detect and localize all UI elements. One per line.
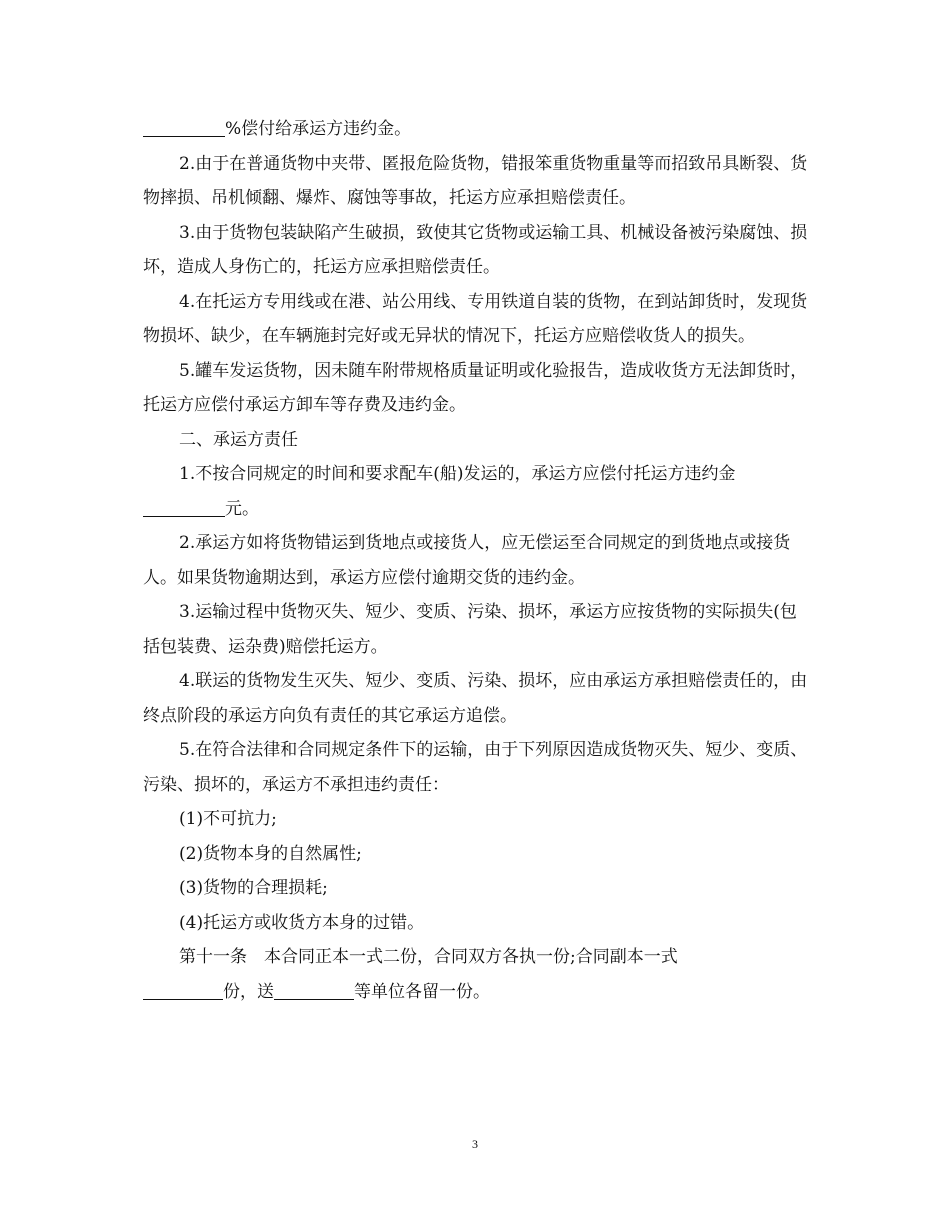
blank-line	[143, 977, 223, 1000]
paragraph: 4.联运的货物发生灭失、短少、变质、污染、损坏，应由承运方承担赔偿责任的，由终点阶段的承运方向负有责任的其它承运方追偿。	[143, 671, 808, 726]
list-item: (2)货物本身的自然属性;	[179, 843, 362, 864]
paragraph-text: 第十一条 本合同正本一式二份，合同双方各执一份;合同副本一式	[179, 947, 678, 967]
blank-line	[143, 494, 225, 517]
paragraph	[143, 457, 808, 526]
document-body	[143, 112, 808, 1009]
paragraph: 5.在符合法律和合同规定条件下的运输，由于下列原因造成货物灭失、短少、变质、污染、损坏的，承运方不承担违约责任：	[143, 740, 808, 795]
blank-line	[274, 977, 354, 1000]
paragraph: 2.承运方如将货物错运到货地点或接货人，应无偿运至合同规定的到货地点或接货人。如果货物逾期达到，承运方应偿付逾期交货的违约金。	[143, 533, 791, 588]
section-heading: 二、承运方责任	[179, 429, 298, 450]
paragraph: 3.运输过程中货物灭失、短少、变质、污染、损坏，承运方应按货物的实际损失(包括包装费、运杂费)赔偿托运方。	[143, 602, 797, 657]
paragraph: 5.罐车发运货物，因未随车附带规格质量证明或化验报告，造成收货方无法卸货时，托运方应偿付承运方卸车等存费及违约金。	[143, 360, 808, 415]
paragraph: 2.由于在普通货物中夹带、匿报危险货物，错报笨重货物重量等而招致吊具断裂、货物摔损、吊机倾翻、爆炸、腐蚀等事故，托运方应承担赔偿责任。	[143, 153, 808, 208]
blank-line	[143, 114, 225, 137]
list-item: (1)不可抗力;	[179, 809, 277, 829]
paragraph	[143, 940, 808, 1009]
paragraph	[143, 112, 808, 147]
paragraph-text: %偿付给承运方违约金。	[225, 119, 412, 139]
paragraph-text: 份，送	[223, 981, 274, 1002]
paragraph: 3.由于货物包装缺陷产生破损，致使其它货物或运输工具、机械设备被污染腐蚀、损坏，造成人身伤亡的，托运方应承担赔偿责任。	[143, 222, 808, 277]
paragraph-text: 等单位各留一份。	[354, 981, 490, 1002]
page-number: 3	[472, 1137, 478, 1151]
paragraph: 4.在托运方专用线或在港、站公用线、专用铁道自装的货物，在到站卸货时，发现货物损坏、缺少，在车辆施封完好或无异状的情况下，托运方应赔偿收货人的损失。	[143, 291, 808, 346]
paragraph-text: 1.不按合同规定的时间和要求配车(船)发运的，承运方应偿付托运方违约金	[179, 464, 736, 484]
paragraph-text: 元。	[225, 498, 259, 519]
list-item: (3)货物的合理损耗;	[179, 878, 328, 898]
list-item: (4)托运方或收货方本身的过错。	[179, 912, 425, 933]
